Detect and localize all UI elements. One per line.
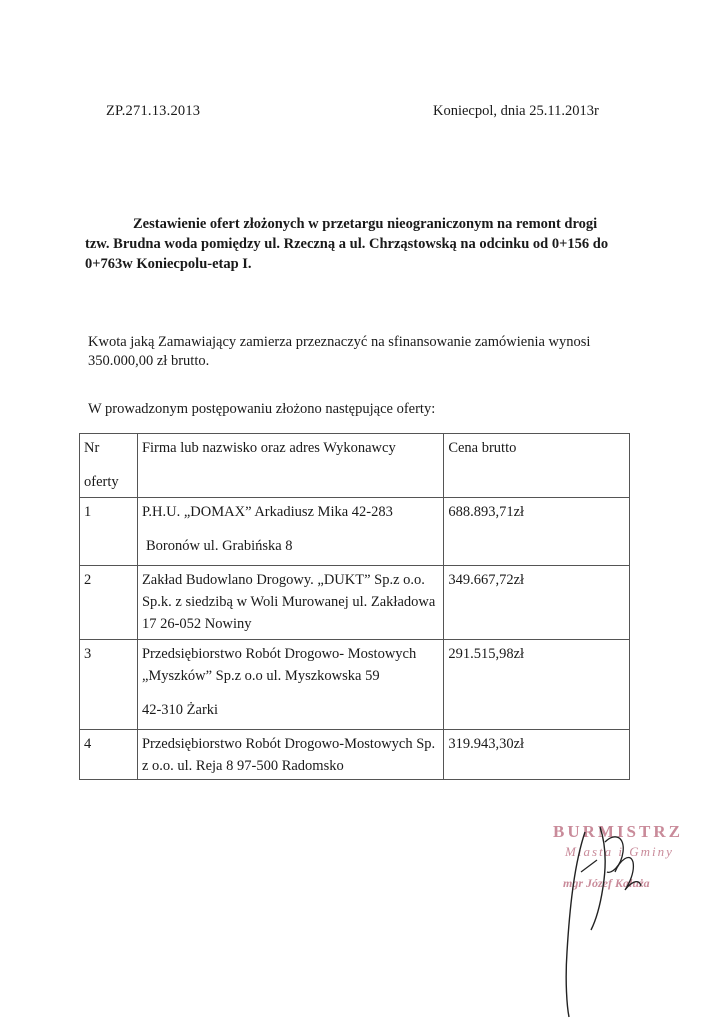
- cell-nr: 2: [80, 566, 138, 640]
- document-reference-number: ZP.271.13.2013: [106, 103, 201, 119]
- cell-firm: [137, 566, 443, 640]
- cell-price: 349.667,72zł: [444, 566, 630, 640]
- firm-line: „Myszków” Sp.z o.o ul. Myszkowska 59: [141, 668, 380, 684]
- title-line-1: Zestawienie ofert złożonych w przetargu nieograniczonym na remont drogi: [133, 216, 598, 232]
- cell-nr: 4: [80, 730, 138, 780]
- table-row: [80, 498, 630, 566]
- cell-price: 319.943,30zł: [444, 730, 630, 780]
- firm-line: P.H.U. „DOMAX” Arkadiusz Mika 42-283: [141, 504, 393, 520]
- title-line-3: 0+763w Koniecpolu-etap I.: [85, 256, 252, 272]
- header-nr-line-2: oferty: [84, 474, 119, 490]
- table-header-row: [80, 434, 630, 498]
- firm-line: 42-310 Żarki: [141, 702, 219, 718]
- firm-line: Boronów ul. Grabińska 8: [145, 538, 293, 554]
- cell-nr: 3: [80, 640, 138, 730]
- firm-line: Przedsiębiorstwo Robót Drogowo-Mostowych Sp.: [141, 736, 436, 752]
- handwritten-signature: [545, 812, 695, 1022]
- title-line-2: tzw. Brudna woda pomiędzy ul. Rzeczną a ul. Chrząstowską na odcinku od 0+156 do: [85, 236, 609, 252]
- document-title: [85, 214, 630, 274]
- firm-line: Sp.k. z siedzibą w Woli Murowanej ul. Zakładowa: [141, 594, 436, 610]
- amount-line-2: 350.000,00 zł brutto.: [88, 353, 210, 369]
- offers-table: [79, 433, 630, 780]
- cell-firm: [137, 730, 443, 780]
- header-price: Cena brutto: [444, 434, 630, 498]
- firm-line: Zakład Budowlano Drogowy. „DUKT” Sp.z o.o.: [141, 572, 425, 588]
- firm-line: Przedsiębiorstwo Robót Drogowo- Mostowych: [141, 646, 417, 662]
- amount-line-1: Kwota jaką Zamawiający zamierza przeznaczyć na sfinansowanie zamówienia wynosi: [88, 334, 591, 350]
- cell-firm: [137, 498, 443, 566]
- header-firm: Firma lub nazwisko oraz adres Wykonawcy: [137, 434, 443, 498]
- firm-line: z o.o. ul. Reja 8 97-500 Radomsko: [141, 758, 344, 774]
- firm-line: 17 26-052 Nowiny: [141, 616, 252, 632]
- header-nr: [80, 434, 138, 498]
- place-and-date: Koniecpol, dnia 25.11.2013r: [433, 103, 599, 119]
- stamp-title: BURMISTRZ: [553, 822, 683, 841]
- budget-amount-paragraph: [88, 333, 633, 371]
- cell-nr: 1: [80, 498, 138, 566]
- cell-price: 688.893,71zł: [444, 498, 630, 566]
- stamp-name: mgr Józef Kałuża: [563, 876, 650, 890]
- stamp-subtitle: Miasta i Gminy: [565, 844, 674, 859]
- table-row: [80, 730, 630, 780]
- cell-firm: [137, 640, 443, 730]
- offers-intro-text: W prowadzonym postępowaniu złożono następujące oferty:: [88, 401, 436, 417]
- header-nr-line-1: Nr: [84, 440, 100, 456]
- table-row: [80, 566, 630, 640]
- table-row: [80, 640, 630, 730]
- cell-price: 291.515,98zł: [444, 640, 630, 730]
